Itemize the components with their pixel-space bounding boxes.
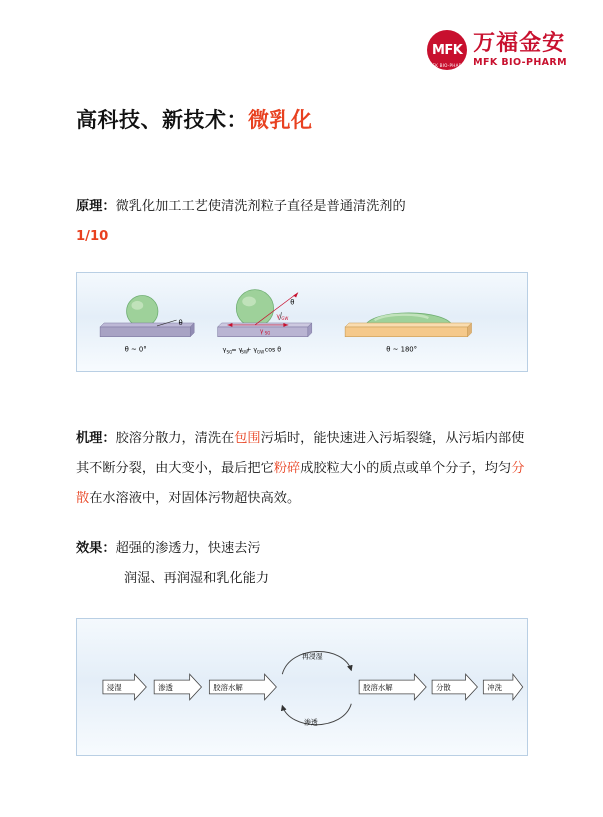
- wetting-caption-1: θ ~ 0°: [124, 345, 147, 354]
- flow-step-left-2: [154, 674, 201, 700]
- logo-badge-icon: [427, 30, 467, 70]
- mechanism-red-2: 粉碎: [273, 461, 301, 476]
- wetting-caption-3: θ ~ 180°: [386, 345, 418, 354]
- wetting-equation: γ: [222, 346, 227, 354]
- svg-text:GW: GW: [281, 316, 289, 322]
- svg-text:θ: θ: [178, 318, 183, 327]
- logo-wordmark: [473, 30, 567, 68]
- effect-label: 效果：: [76, 541, 116, 556]
- svg-text:γ: γ: [259, 328, 264, 335]
- wetting-state-3: [345, 313, 471, 353]
- svg-text:γ: γ: [276, 314, 281, 321]
- principle-text: 微乳化加工工艺使清洗剂粒子直径是普通清洗剂的: [115, 199, 406, 214]
- logo-brand-en: MFK BIO-PHARM: [473, 56, 567, 68]
- process-flow-svg: [77, 619, 527, 755]
- contact-angle-svg: [77, 273, 527, 371]
- mechanism-text-2: 污垢时，能快速进入污垢裂缝，从污垢内部使其不断分裂，由大变小，最后把它: [76, 431, 525, 476]
- flow-loop: [282, 651, 351, 726]
- flow-loop-label-1: 再浸湿: [302, 652, 323, 661]
- svg-text:冲洗: 冲洗: [487, 682, 503, 692]
- wetting-state-1: [100, 296, 194, 354]
- page-title-plain: 高科技、新技术：: [76, 108, 248, 132]
- flow-step-left-1: [103, 674, 146, 700]
- effect-line-1: 超强的渗透力，快速去污: [115, 541, 261, 556]
- svg-text:= γ: = γ: [231, 346, 243, 354]
- svg-text:渗透: 渗透: [158, 682, 173, 692]
- principle-label: 原理：: [76, 199, 116, 214]
- wetting-state-2: [218, 290, 312, 355]
- section-principle: [76, 192, 528, 222]
- svg-text:θ: θ: [290, 298, 295, 307]
- logo-badge-ring-text: MFK BIO-PHARM: [428, 62, 466, 68]
- process-flow-figure: [76, 618, 528, 756]
- logo-brand-cn: 万福金安: [473, 30, 566, 56]
- mechanism-red-1: 包围: [234, 431, 261, 446]
- brand-logo: [427, 30, 567, 70]
- contact-angle-figure: [76, 272, 528, 372]
- svg-text:GW: GW: [256, 349, 265, 355]
- effect-line-2: 润湿、再润湿和乳化能力: [124, 571, 270, 586]
- svg-text:SG: SG: [226, 349, 233, 355]
- svg-text:+ γ: + γ: [246, 346, 258, 354]
- mechanism-text-3: 成胶粒大小的质点或单个分子，均匀: [300, 461, 512, 476]
- svg-text:胶溶水解: 胶溶水解: [213, 682, 243, 692]
- mechanism-label: 机理：: [76, 431, 116, 446]
- page-title-accent: 微乳化: [248, 108, 313, 132]
- logo-badge-mark: MFK: [431, 42, 463, 58]
- svg-text:SG: SG: [264, 330, 271, 336]
- svg-text:胶溶水解: 胶溶水解: [363, 682, 393, 692]
- flow-step-right-2: [432, 674, 477, 700]
- section-effect: [76, 534, 528, 564]
- flow-step-right-1: [359, 674, 426, 700]
- page-title: [76, 104, 313, 134]
- mechanism-text-4: 在水溶液中，对固体污物超快高效。: [89, 491, 301, 506]
- svg-text:cos θ: cos θ: [264, 346, 282, 354]
- flow-loop-label-2: 渗透: [303, 718, 318, 727]
- mechanism-red-3: 分散: [76, 461, 525, 506]
- svg-text:浸湿: 浸湿: [106, 682, 122, 692]
- flow-step-left-3: [209, 674, 276, 700]
- flow-step-right-3: [483, 674, 522, 700]
- svg-text:SW: SW: [241, 349, 248, 355]
- principle-highlight: 1/10: [76, 229, 109, 244]
- mechanism-text-1: 胶溶分散力，清洗在: [115, 431, 235, 446]
- svg-text:分散: 分散: [436, 682, 451, 692]
- section-mechanism: [76, 424, 528, 514]
